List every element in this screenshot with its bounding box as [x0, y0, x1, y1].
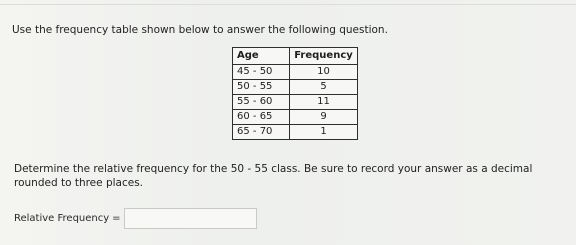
age-header: Age [233, 48, 290, 65]
answer-label: Relative Frequency [14, 213, 110, 224]
frequency-cell: 5 [290, 80, 358, 95]
frequency-cell: 9 [290, 110, 358, 125]
table-row [233, 95, 358, 110]
frequency-table [232, 47, 358, 140]
table-row [233, 110, 358, 125]
frequency-header: Frequency [290, 48, 358, 65]
table-row [233, 125, 358, 140]
equals-sign: = [112, 213, 121, 224]
top-divider [0, 4, 576, 5]
answer-row [14, 208, 257, 229]
frequency-cell: 10 [290, 65, 358, 80]
age-cell: 45 - 50 [233, 65, 290, 80]
instruction-text: Use the frequency table shown below to answer the following question. [12, 24, 388, 36]
relative-frequency-input[interactable] [124, 208, 257, 229]
age-cell: 60 - 65 [233, 110, 290, 125]
table-header-row [233, 48, 358, 65]
table-row [233, 80, 358, 95]
age-cell: 55 - 60 [233, 95, 290, 110]
frequency-cell: 11 [290, 95, 358, 110]
age-cell: 65 - 70 [233, 125, 290, 140]
question-text: Determine the relative frequency for the 50 - 55 class. Be sure to record your answer as a decimal rounded to three places. [14, 163, 533, 189]
frequency-cell: 1 [290, 125, 358, 140]
table-row [233, 65, 358, 80]
age-cell: 50 - 55 [233, 80, 290, 95]
